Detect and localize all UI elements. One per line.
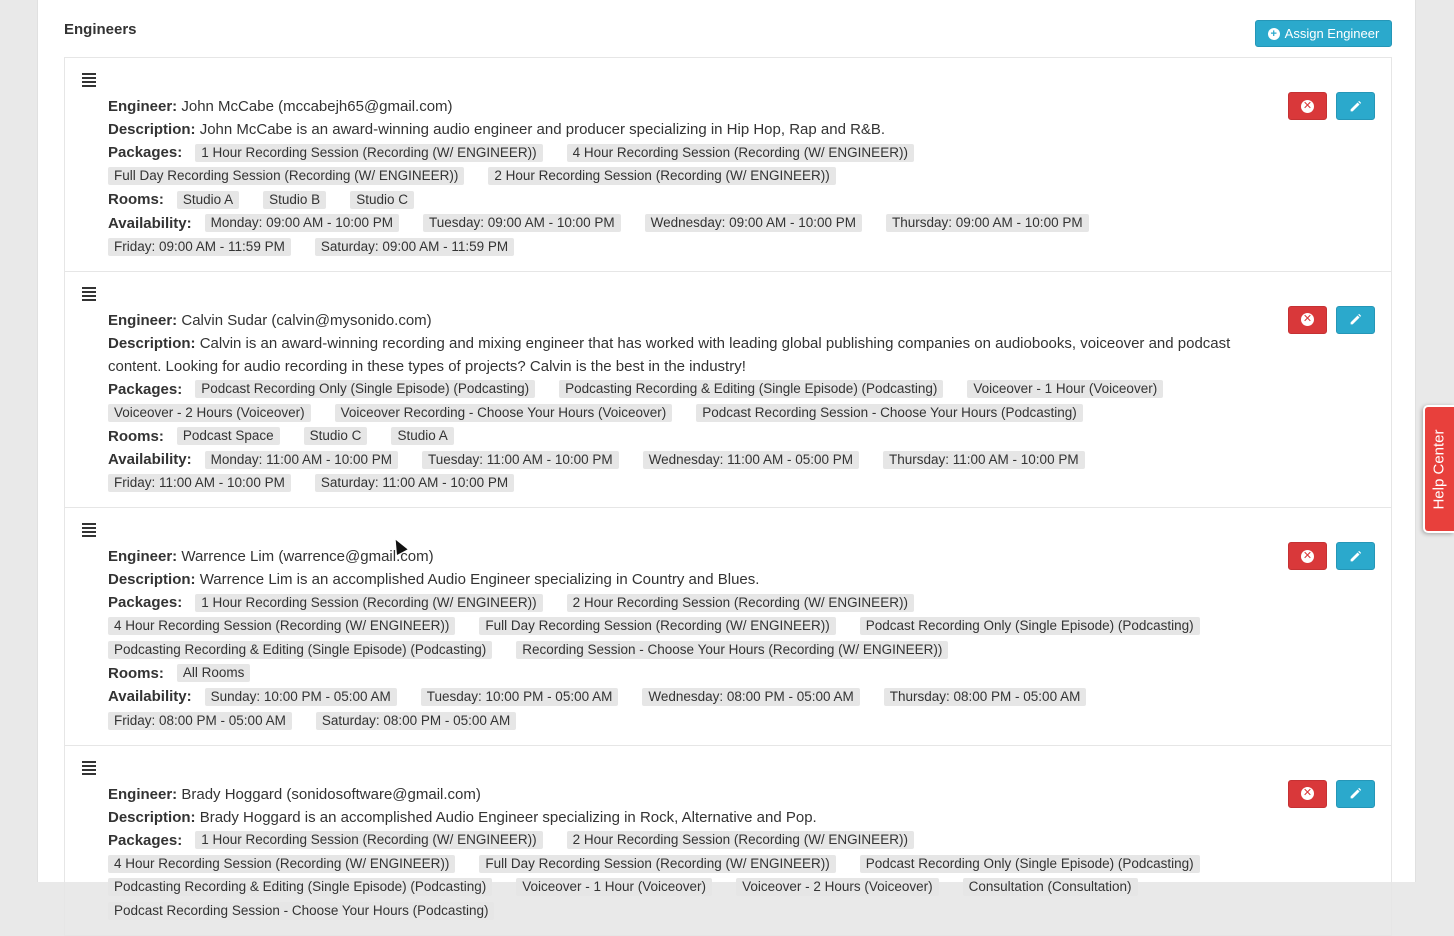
assign-engineer-button[interactable] xyxy=(1255,20,1392,47)
rooms-row xyxy=(108,662,1281,686)
room-tag: Studio A xyxy=(391,427,453,445)
rooms-label: Rooms: xyxy=(108,664,164,682)
availability-row xyxy=(108,448,1281,495)
package-tag: 1 Hour Recording Session (Recording (W/ ENGINEER)) xyxy=(195,594,542,612)
availability-label: Availability: xyxy=(108,688,192,706)
engineer-label: Engineer: xyxy=(108,98,178,115)
package-tag: Podcasting Recording & Editing (Single Episode) (Podcasting) xyxy=(108,878,492,896)
engineer-actions xyxy=(1288,306,1375,334)
availability-tag: Friday: 08:00 PM - 05:00 AM xyxy=(108,712,292,730)
engineer-name: Calvin Sudar (calvin@mysonido.com) xyxy=(181,311,432,329)
delete-engineer-button[interactable] xyxy=(1288,306,1327,334)
drag-handle-icon[interactable] xyxy=(82,523,96,537)
edit-engineer-button[interactable] xyxy=(1336,542,1375,570)
availability-tag: Friday: 09:00 AM - 11:59 PM xyxy=(108,238,291,256)
availability-tag: Thursday: 09:00 AM - 10:00 PM xyxy=(886,214,1089,232)
package-tag: 2 Hour Recording Session (Recording (W/ ENGINEER)) xyxy=(567,831,914,849)
description-row xyxy=(108,118,1281,141)
package-tag: Podcast Recording Only (Single Episode) (Podcasting) xyxy=(195,380,535,398)
room-tag: Studio C xyxy=(350,191,414,209)
pencil-icon xyxy=(1349,100,1362,113)
packages-label: Packages: xyxy=(108,144,183,161)
engineer-description: John McCabe is an award-winning audio engineer and producer specializing in Hip Hop, Rap and R&B. xyxy=(199,121,886,138)
package-tag: Podcast Recording Only (Single Episode) (Podcasting) xyxy=(860,617,1200,635)
availability-tag: Sunday: 10:00 PM - 05:00 AM xyxy=(205,688,397,706)
engineer-name: John McCabe (mccabejh65@gmail.com) xyxy=(181,98,453,115)
engineer-row xyxy=(108,545,1281,568)
engineer-actions xyxy=(1288,92,1375,120)
room-tag: Studio A xyxy=(177,191,239,209)
edit-engineer-button[interactable] xyxy=(1336,780,1375,808)
package-tag: 4 Hour Recording Session (Recording (W/ ENGINEER)) xyxy=(108,855,455,873)
package-tag: Voiceover - 2 Hours (Voiceover) xyxy=(736,878,939,896)
package-tag: 1 Hour Recording Session (Recording (W/ ENGINEER)) xyxy=(195,144,542,162)
package-tag: Podcast Recording Session - Choose Your Hours (Podcasting) xyxy=(696,404,1082,422)
package-tag: Full Day Recording Session (Recording (W/ ENGINEER)) xyxy=(108,167,464,185)
package-tag: Full Day Recording Session (Recording (W/ ENGINEER)) xyxy=(479,617,835,635)
engineer-name: Brady Hoggard (sonidosoftware@gmail.com) xyxy=(181,785,481,803)
package-tag: Podcast Recording Only (Single Episode) (Podcasting) xyxy=(860,855,1200,873)
package-tag: Recording Session - Choose Your Hours (Recording (W/ ENGINEER)) xyxy=(516,641,948,659)
availability-tag: Tuesday: 10:00 PM - 05:00 AM xyxy=(421,688,619,706)
availability-tag: Wednesday: 08:00 PM - 05:00 AM xyxy=(642,688,859,706)
help-center-label: Help Center xyxy=(1431,428,1449,510)
availability-tag: Saturday: 08:00 PM - 05:00 AM xyxy=(316,712,516,730)
availability-tag: Wednesday: 11:00 AM - 05:00 PM xyxy=(643,451,859,469)
description-label: Description: xyxy=(108,121,196,138)
package-tag: Voiceover Recording - Choose Your Hours (Voiceover) xyxy=(335,404,673,422)
engineer-card xyxy=(65,58,1391,272)
engineer-card xyxy=(65,746,1391,936)
package-tag: 2 Hour Recording Session (Recording (W/ ENGINEER)) xyxy=(488,167,835,185)
engineer-label: Engineer: xyxy=(108,311,178,329)
availability-tag: Saturday: 09:00 AM - 11:59 PM xyxy=(315,238,514,256)
engineer-actions xyxy=(1288,542,1375,570)
close-circle-icon: ✕ xyxy=(1302,787,1313,799)
pencil-icon xyxy=(1349,313,1362,326)
engineer-description: Brady Hoggard is an accomplished Audio Engineer specializing in Rock, Alternative and Pop. xyxy=(199,808,817,826)
availability-tag: Thursday: 11:00 AM - 10:00 PM xyxy=(883,451,1085,469)
package-tag: Voiceover - 1 Hour (Voiceover) xyxy=(516,878,712,896)
rooms-label: Rooms: xyxy=(108,427,164,445)
rooms-label: Rooms: xyxy=(108,191,164,209)
engineer-card xyxy=(65,508,1391,745)
description-label: Description: xyxy=(108,808,196,826)
package-tag: Podcasting Recording & Editing (Single Episode) (Podcasting) xyxy=(559,380,943,398)
package-tag: Podcast Recording Session - Choose Your Hours (Podcasting) xyxy=(108,902,494,920)
assign-engineer-label: Assign Engineer xyxy=(1284,26,1380,41)
room-tag: Studio B xyxy=(263,191,326,209)
description-row xyxy=(108,332,1281,378)
engineer-card xyxy=(65,272,1391,509)
package-tag: Podcasting Recording & Editing (Single Episode) (Podcasting) xyxy=(108,641,492,659)
pencil-icon xyxy=(1349,550,1362,563)
availability-tag: Friday: 11:00 AM - 10:00 PM xyxy=(108,474,291,492)
engineer-row xyxy=(108,309,1281,332)
package-tag: 2 Hour Recording Session (Recording (W/ ENGINEER)) xyxy=(567,594,914,612)
engineer-row xyxy=(108,95,1281,118)
edit-engineer-button[interactable] xyxy=(1336,306,1375,334)
close-circle-icon: ✕ xyxy=(1302,99,1313,112)
drag-handle-icon[interactable] xyxy=(82,73,96,87)
delete-engineer-button[interactable] xyxy=(1288,780,1327,808)
package-tag: 4 Hour Recording Session (Recording (W/ ENGINEER)) xyxy=(567,144,914,162)
drag-handle-icon[interactable] xyxy=(82,287,96,301)
engineer-description: Calvin is an award-winning recording and mixing engineer that has worked with leading global publishing companies on audiobooks, voiceover and podcast content. Looking for audio recording in these types of projects? Calvin is the best in the industry! xyxy=(108,334,1231,375)
description-label: Description: xyxy=(108,334,196,352)
delete-engineer-button[interactable] xyxy=(1288,542,1327,570)
description-row xyxy=(108,806,1281,829)
drag-handle-icon[interactable] xyxy=(82,761,96,775)
description-row xyxy=(108,568,1281,591)
availability-label: Availability: xyxy=(108,214,192,232)
package-tag: 4 Hour Recording Session (Recording (W/ ENGINEER)) xyxy=(108,617,455,635)
rooms-row xyxy=(108,425,1281,449)
availability-label: Availability: xyxy=(108,451,192,469)
panel-title: Engineers xyxy=(64,21,137,38)
packages-row xyxy=(108,591,1281,662)
packages-label: Packages: xyxy=(108,594,183,612)
edit-engineer-button[interactable] xyxy=(1336,92,1375,120)
engineer-name: Warrence Lim (warrence@gmail.com) xyxy=(181,548,434,566)
package-tag: Consultation (Consultation) xyxy=(963,878,1138,896)
packages-label: Packages: xyxy=(108,380,183,398)
packages-row xyxy=(108,141,1281,188)
room-tag: All Rooms xyxy=(177,664,251,682)
packages-row xyxy=(108,378,1281,425)
availability-row xyxy=(108,685,1281,732)
close-circle-icon: ✕ xyxy=(1302,313,1313,326)
packages-label: Packages: xyxy=(108,831,183,849)
delete-engineer-button[interactable] xyxy=(1288,92,1327,120)
package-tag: Voiceover - 1 Hour (Voiceover) xyxy=(967,380,1163,398)
availability-tag: Wednesday: 09:00 AM - 10:00 PM xyxy=(645,214,862,232)
engineers-panel xyxy=(37,0,1416,918)
availability-tag: Monday: 11:00 AM - 10:00 PM xyxy=(205,451,398,469)
engineer-actions xyxy=(1288,780,1375,808)
room-tag: Podcast Space xyxy=(177,427,280,445)
engineer-label: Engineer: xyxy=(108,548,178,566)
engineer-label: Engineer: xyxy=(108,785,178,803)
availability-row xyxy=(108,212,1281,259)
packages-row xyxy=(108,829,1281,923)
description-label: Description: xyxy=(108,571,196,589)
package-tag: Voiceover - 2 Hours (Voiceover) xyxy=(108,404,311,422)
package-tag: 1 Hour Recording Session (Recording (W/ ENGINEER)) xyxy=(195,831,542,849)
engineer-row xyxy=(108,783,1281,806)
pencil-icon xyxy=(1349,787,1362,800)
room-tag: Studio C xyxy=(304,427,368,445)
availability-tag: Tuesday: 09:00 AM - 10:00 PM xyxy=(423,214,621,232)
availability-tag: Monday: 09:00 AM - 10:00 PM xyxy=(205,214,399,232)
help-center-tab[interactable] xyxy=(1423,405,1454,533)
package-tag: Full Day Recording Session (Recording (W/ ENGINEER)) xyxy=(479,855,835,873)
close-circle-icon: ✕ xyxy=(1302,549,1313,562)
availability-tag: Thursday: 08:00 PM - 05:00 AM xyxy=(884,688,1087,706)
availability-tag: Saturday: 11:00 AM - 10:00 PM xyxy=(315,474,514,492)
engineer-list xyxy=(64,57,1392,936)
rooms-row xyxy=(108,188,1281,212)
plus-circle-icon: + xyxy=(1268,28,1280,40)
availability-tag: Tuesday: 11:00 AM - 10:00 PM xyxy=(422,451,619,469)
engineer-description: Warrence Lim is an accomplished Audio Engineer specializing in Country and Blues. xyxy=(199,571,760,589)
